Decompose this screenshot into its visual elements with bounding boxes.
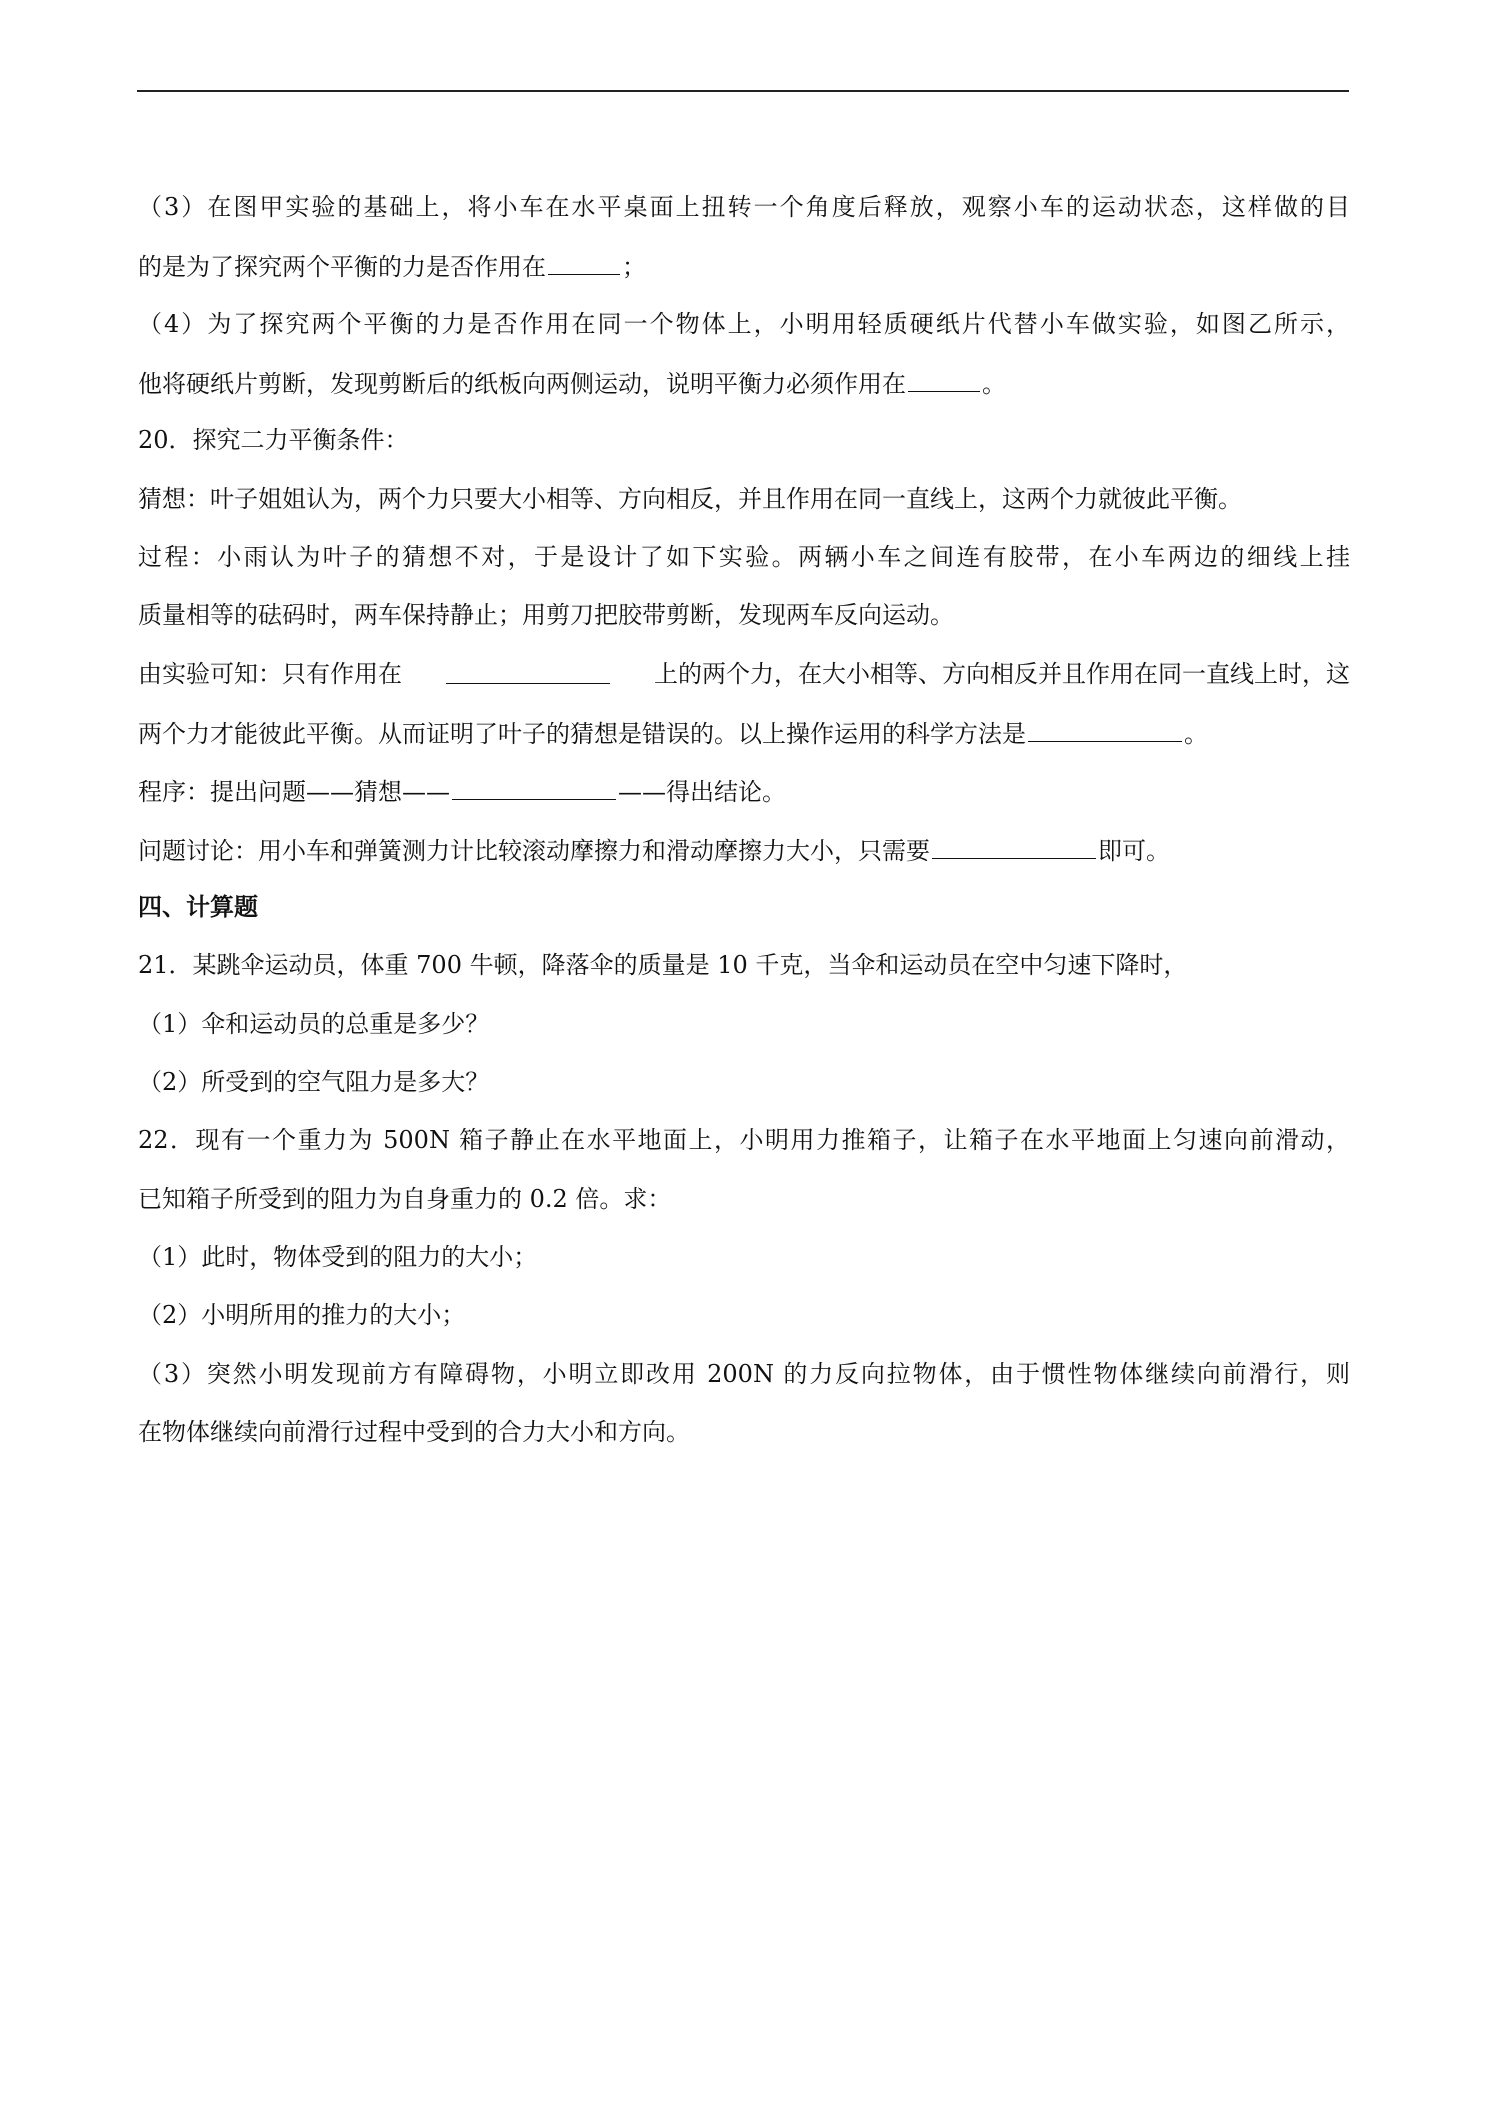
- q22-stem-line1: 22．现有一个重力为 500N 箱子静止在水平地面上，小明用力推箱子，让箱子在水平地面上匀速向前滑动，: [138, 1126, 1350, 1154]
- q19-part3-line1: （3）在图甲实验的基础上，将小车在水平桌面上扭转一个角度后释放，观察小车的运动状态，这样做的目: [138, 193, 1350, 221]
- q20-discussion: [138, 832, 1170, 869]
- q19-part4-line1: （4）为了探究两个平衡的力是否作用在同一个物体上，小明用轻质硬纸片代替小车做实验，如图乙所示，: [138, 310, 1350, 338]
- q19-part4-end: 。: [982, 370, 1006, 398]
- answer-blank[interactable]: [548, 248, 620, 275]
- q20-title: 20．探究二力平衡条件：: [138, 426, 409, 454]
- q20-conclusion-line1: [138, 657, 1350, 692]
- answer-blank[interactable]: [446, 657, 610, 684]
- q20-process-line2: 质量相等的砝码时，两车保持静止；用剪刀把胶带剪断，发现两车反向运动。: [138, 601, 954, 629]
- q20-process-line1: 过程：小雨认为叶子的猜想不对，于是设计了如下实验。两辆小车之间连有胶带，在小车两边的细线上挂: [138, 543, 1350, 571]
- q19-part3-line2: [138, 248, 646, 285]
- q20-guess: 猜想：叶子姐姐认为，两个力只要大小相等、方向相反，并且作用在同一直线上，这两个力就彼此平衡。: [138, 485, 1242, 513]
- q19-part4-line2: [138, 365, 1006, 402]
- q22-sub2: （2）小明所用的推力的大小；: [138, 1301, 466, 1329]
- q20-discussion-text-a: 问题讨论：用小车和弹簧测力计比较滚动摩擦力和滑动摩擦力大小，只需要: [138, 837, 930, 865]
- q20-procedure: [138, 773, 786, 810]
- answer-blank[interactable]: [1028, 715, 1182, 742]
- q20-conclusion-line2: [138, 715, 1208, 752]
- q19-part3-end: ；: [622, 253, 646, 281]
- q20-discussion-text-b: 即可。: [1098, 837, 1170, 865]
- q22-sub1: （1）此时，物体受到的阻力的大小；: [138, 1243, 538, 1271]
- q20-conclusion-text-c: 两个力才能彼此平衡。从而证明了叶子的猜想是错误的。以上操作运用的科学方法是: [138, 720, 1026, 748]
- header-rule: [137, 90, 1349, 92]
- q20-conclusion-text-b: 上的两个力，在大小相等、方向相反并且作用在同一直线上时，这: [654, 660, 1350, 688]
- answer-blank[interactable]: [932, 832, 1096, 859]
- q20-conclusion-end: 。: [1184, 720, 1208, 748]
- q20-procedure-text-a: 程序：提出问题——猜想——: [138, 778, 450, 806]
- section-title: 四、计算题: [138, 893, 258, 921]
- q21-stem: 21．某跳伞运动员，体重 700 牛顿，降落伞的质量是 10 千克，当伞和运动员在空中匀速下降时，: [138, 951, 1188, 979]
- q21-sub1: （1）伞和运动员的总重是多少？: [138, 1010, 490, 1038]
- q22-sub3-line1: （3）突然小明发现前方有障碍物，小明立即改用 200N 的力反向拉物体，由于惯性物体继续向前滑行，则: [138, 1360, 1350, 1388]
- q22-sub3-line2: 在物体继续向前滑行过程中受到的合力大小和方向。: [138, 1418, 690, 1446]
- q19-part3-text: 的是为了探究两个平衡的力是否作用在: [138, 253, 546, 281]
- answer-blank[interactable]: [908, 365, 980, 392]
- q20-procedure-text-b: ——得出结论。: [618, 778, 786, 806]
- q22-stem-line2: 已知箱子所受到的阻力为自身重力的 0.2 倍。求：: [138, 1185, 672, 1213]
- answer-blank[interactable]: [452, 773, 616, 800]
- q21-sub2: （2）所受到的空气阻力是多大？: [138, 1068, 490, 1096]
- q20-conclusion-text-a: 由实验可知：只有作用在: [138, 660, 402, 688]
- q19-part4-text: 他将硬纸片剪断，发现剪断后的纸板向两侧运动，说明平衡力必须作用在: [138, 370, 906, 398]
